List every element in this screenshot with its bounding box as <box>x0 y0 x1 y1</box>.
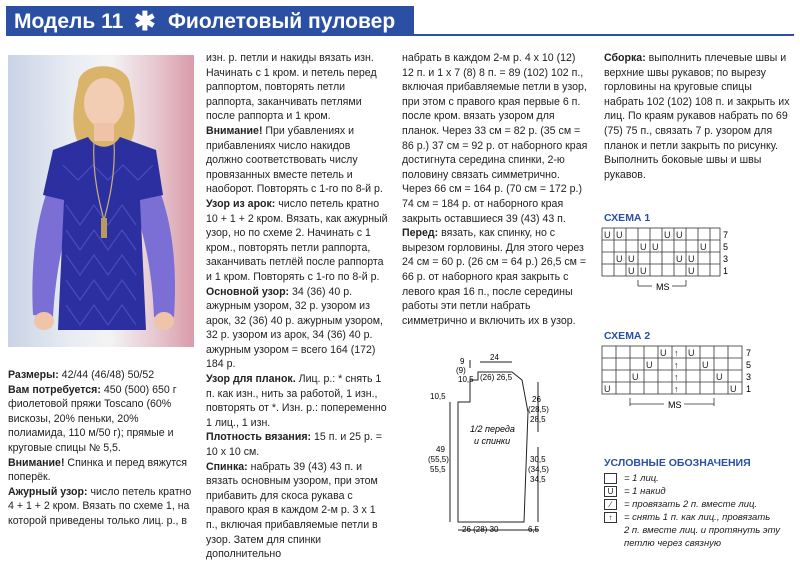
dim-55-5a: (55,5) <box>428 455 449 464</box>
double-decrease-icon: ↑ <box>604 512 617 523</box>
dim-bottom: 26 (28) 30 <box>462 525 499 534</box>
svg-text:U: U <box>604 230 611 240</box>
legend-item-decrease-cont-2: петлю через связную <box>624 538 722 549</box>
materials-label: Вам потребуется: <box>8 383 101 396</box>
schema-2-row-5: 5 <box>746 360 752 370</box>
sizes-text: 42/44 (46/48) 50/52 <box>58 369 155 381</box>
star-icon: ✱ <box>134 6 156 36</box>
page-header <box>0 0 800 42</box>
attention-label-2: Внимание! <box>206 124 263 137</box>
schema-2-chart <box>600 342 760 420</box>
dim-left-10-5: 10,5 <box>430 392 446 401</box>
column-3 <box>402 51 590 328</box>
svg-text:U: U <box>628 266 635 276</box>
back-cont-text: набрать в каждом 2-м р. 4 х 10 (12) 12 п. и 1 х 7 (8) 8 п. = 89 (102) 102 п., включая прибавляемые петли в узор, при этом с правого края первые 6 п. после кром. вязать узором для планок. Через 33 см = 82 р. (35 см = 86 р.) 37 см = 92 р. от наборного края достигнута середина спинки, 2-ю половину связать симметрично. Через 66 см = 164 р. (70 см = 172 р.) 74 см = 184 р. от наборного края закрыть оставшиеся 39 (43) 43 п. <box>402 52 588 225</box>
legend-item-decrease-cont-1: 2 п. вместе лиц. и протянуть эту <box>624 525 781 536</box>
density-label: Плотность вязания: <box>206 431 312 444</box>
plank-pattern-label: Узор для планок. <box>206 373 296 386</box>
svg-text:U: U <box>628 254 635 264</box>
dim-34-5b: 34,5 <box>530 475 546 484</box>
svg-text:U: U <box>716 372 723 382</box>
materials-text: 450 (500) 650 г фиолетовой пряжи Toscano (60% вискозы, 20% пеньки, 20% полиамида, 110 м/50 г); прямые и круговые спицы № 5,5. <box>8 383 177 454</box>
sizes-label: Размеры: <box>8 369 59 381</box>
assembly-label: Сборка: <box>604 52 646 64</box>
lace-cont-text: изн. р. петли и накиды вязать изн. Начинать с 1 кром. и петель перед раппортом, повторять петли раппорта, заканчивать петлями после раппорта и 1 кром. <box>206 52 377 123</box>
column-4 <box>604 51 794 182</box>
schema-2-row-7: 7 <box>746 348 752 358</box>
schema-1-row-7: 7 <box>723 230 729 240</box>
legend-item-decrease: ↑ = снять 1 п. как лиц., провязать <box>604 511 796 524</box>
schema-1-ms: MS <box>656 282 670 292</box>
main-pattern-text: 34 (36) 40 р. ажурным узором, 32 р. узором из арок, 32 (36) 40 р. ажурным узором, 32 р. узором из арок, 34 (36) 40 р. ажурным узором = всего 164 (172) 184 р. <box>206 285 384 371</box>
svg-text:U: U <box>660 348 667 358</box>
schema-1-row-5: 5 <box>723 242 729 252</box>
arc-pattern-label: Узор из арок: <box>206 197 276 210</box>
attention-label: Внимание! <box>8 456 65 469</box>
attention-text-2: При убавлениях и прибавлениях число накидов должно соответствовать числу провязанных вместе петель и наоборот. Повторять с 1-го по 8-й р. <box>206 124 383 196</box>
dim-55-5b: 55,5 <box>430 465 446 474</box>
schema-2-row-3: 3 <box>746 372 752 382</box>
svg-text:U: U <box>632 372 639 382</box>
pattern-outline <box>458 372 528 522</box>
legend-item-knit: = 1 лиц. <box>604 472 796 485</box>
density-text: 15 п. и 25 р. = 10 х 10 см. <box>206 431 382 459</box>
dim-30-5: 30,5 <box>530 455 546 464</box>
svg-text:↑: ↑ <box>674 384 679 394</box>
svg-text:U: U <box>640 266 647 276</box>
svg-text:U: U <box>702 360 709 370</box>
front-text: вязать, как спинку, но с вырезом горловины. Для этого через 24 см = 60 р. (26 см = 64 р.) 26,5 см = 66 р. от наборного края закрыть с левого края 16 п., после середины работы эти петли набрать симметрично и включить их в узор. <box>402 227 587 327</box>
lace-pattern-text: число петель кратно 4 + 1 + 2 кром. Вязать по схеме 1, на которой приведены только лиц. р., в <box>8 485 192 527</box>
svg-text:U: U <box>730 384 737 394</box>
main-pattern-label: Основной узор: <box>206 285 290 298</box>
assembly-text: выполнить плечевые швы и верхние швы рукавов; по вырезу горловины на круговые спицы набрать 102 (102) 108 п. и закрыть их лиц. По краям рукавов набрать по 69 (75) 75 п., связать 7 р. узором для планок и петли закрыть по рисунку. Выполнить боковые швы и швы рукавов. <box>604 52 790 181</box>
plank-pattern-text: Лиц. р.: * снять 1 п. как изн., нить за работой, 1 изн., повторять от *. Изн. р.: попеременно 1 лиц., 1 изн. <box>206 373 387 429</box>
svg-text:U: U <box>616 230 623 240</box>
svg-text:U: U <box>664 230 671 240</box>
svg-text:U: U <box>688 348 695 358</box>
model-photo <box>8 55 194 347</box>
pattern-diagram <box>420 352 560 537</box>
dim-34-5a: (34,5) <box>528 465 549 474</box>
svg-text:U: U <box>616 254 623 264</box>
schema-2-title: СХЕМА 2 <box>604 330 651 342</box>
lace-pattern-label: Ажурный узор: <box>8 485 88 498</box>
legend <box>604 457 796 550</box>
legend-item-yarnover: U = 1 накид <box>604 485 796 498</box>
dim-right-26: 26 <box>532 395 541 404</box>
front-label: Перед: <box>402 227 439 240</box>
dim-9b: (9) <box>456 366 466 375</box>
legend-title: УСЛОВНЫЕ ОБОЗНАЧЕНИЯ <box>604 457 751 469</box>
title-banner <box>6 6 414 36</box>
svg-text:U: U <box>676 230 683 240</box>
back-label: Спинка: <box>206 460 248 473</box>
schema-2-ms: MS <box>668 400 682 410</box>
inner-label-1: 1/2 переда <box>470 424 515 434</box>
column-1 <box>8 368 192 529</box>
svg-text:U: U <box>688 266 695 276</box>
schema-1-title: СХЕМА 1 <box>604 212 651 224</box>
yarnover-icon: U <box>604 486 617 497</box>
k2tog-icon: ∕ <box>604 499 617 510</box>
svg-text:U: U <box>646 360 653 370</box>
back-text: набрать 39 (43) 43 п. и вязать основным узором, при этом прибавить для скоса рукава с правого края в каждом 2-м р. 3 х 1 п., включая прибавляемые петли в узор. Затем для спинки дополнительно <box>206 460 378 561</box>
dim-right-28-5b: 28,5 <box>530 415 546 424</box>
svg-text:U: U <box>604 384 611 394</box>
schema-2-row-1: 1 <box>746 384 752 394</box>
schema-1-row-3: 3 <box>723 254 729 264</box>
dim-26: (26) 26,5 <box>480 373 513 382</box>
model-photo-illustration <box>8 55 194 347</box>
model-number: Модель 11 <box>14 10 124 33</box>
svg-text:U: U <box>640 242 647 252</box>
svg-text:↑: ↑ <box>674 360 679 370</box>
dim-9: 9 <box>460 357 465 366</box>
svg-text:↑: ↑ <box>674 372 679 382</box>
inner-label-2: и спинки <box>474 436 511 446</box>
header-rule <box>414 34 794 36</box>
schema-2-symbols <box>604 348 737 394</box>
schema-1-chart <box>600 226 760 302</box>
schema-1-row-1: 1 <box>723 266 729 276</box>
legend-item-k2tog: ∕ = провязать 2 п. вместе лиц. <box>604 498 796 511</box>
knit-stitch-icon <box>604 473 617 484</box>
svg-text:U: U <box>676 254 683 264</box>
page-title: Фиолетовый пуловер <box>168 10 396 33</box>
schema-1-symbols <box>604 230 707 276</box>
dim-24: 24 <box>490 353 499 362</box>
column-2 <box>206 51 388 562</box>
svg-text:U: U <box>688 254 695 264</box>
svg-text:↑: ↑ <box>674 348 679 358</box>
dim-49: 49 <box>436 445 445 454</box>
dim-right-28-5a: (28,5) <box>528 405 549 414</box>
svg-text:U: U <box>652 242 659 252</box>
dim-6-5: 6,5 <box>528 525 540 534</box>
attention-text: Спинка и перед вяжутся поперёк. <box>8 456 187 484</box>
dim-10-5: 10,5 <box>458 375 474 384</box>
svg-text:U: U <box>700 242 707 252</box>
arc-pattern-text: число петель кратно 10 + 1 + 2 кром. Вязать, как ажурный узор, но по схеме 2. Начинать с 1 кром., повторять петли раппорта, заканчивать петлёй после раппорта и 1 кром. Повторять с 1-го по 8-й р. <box>206 197 388 283</box>
